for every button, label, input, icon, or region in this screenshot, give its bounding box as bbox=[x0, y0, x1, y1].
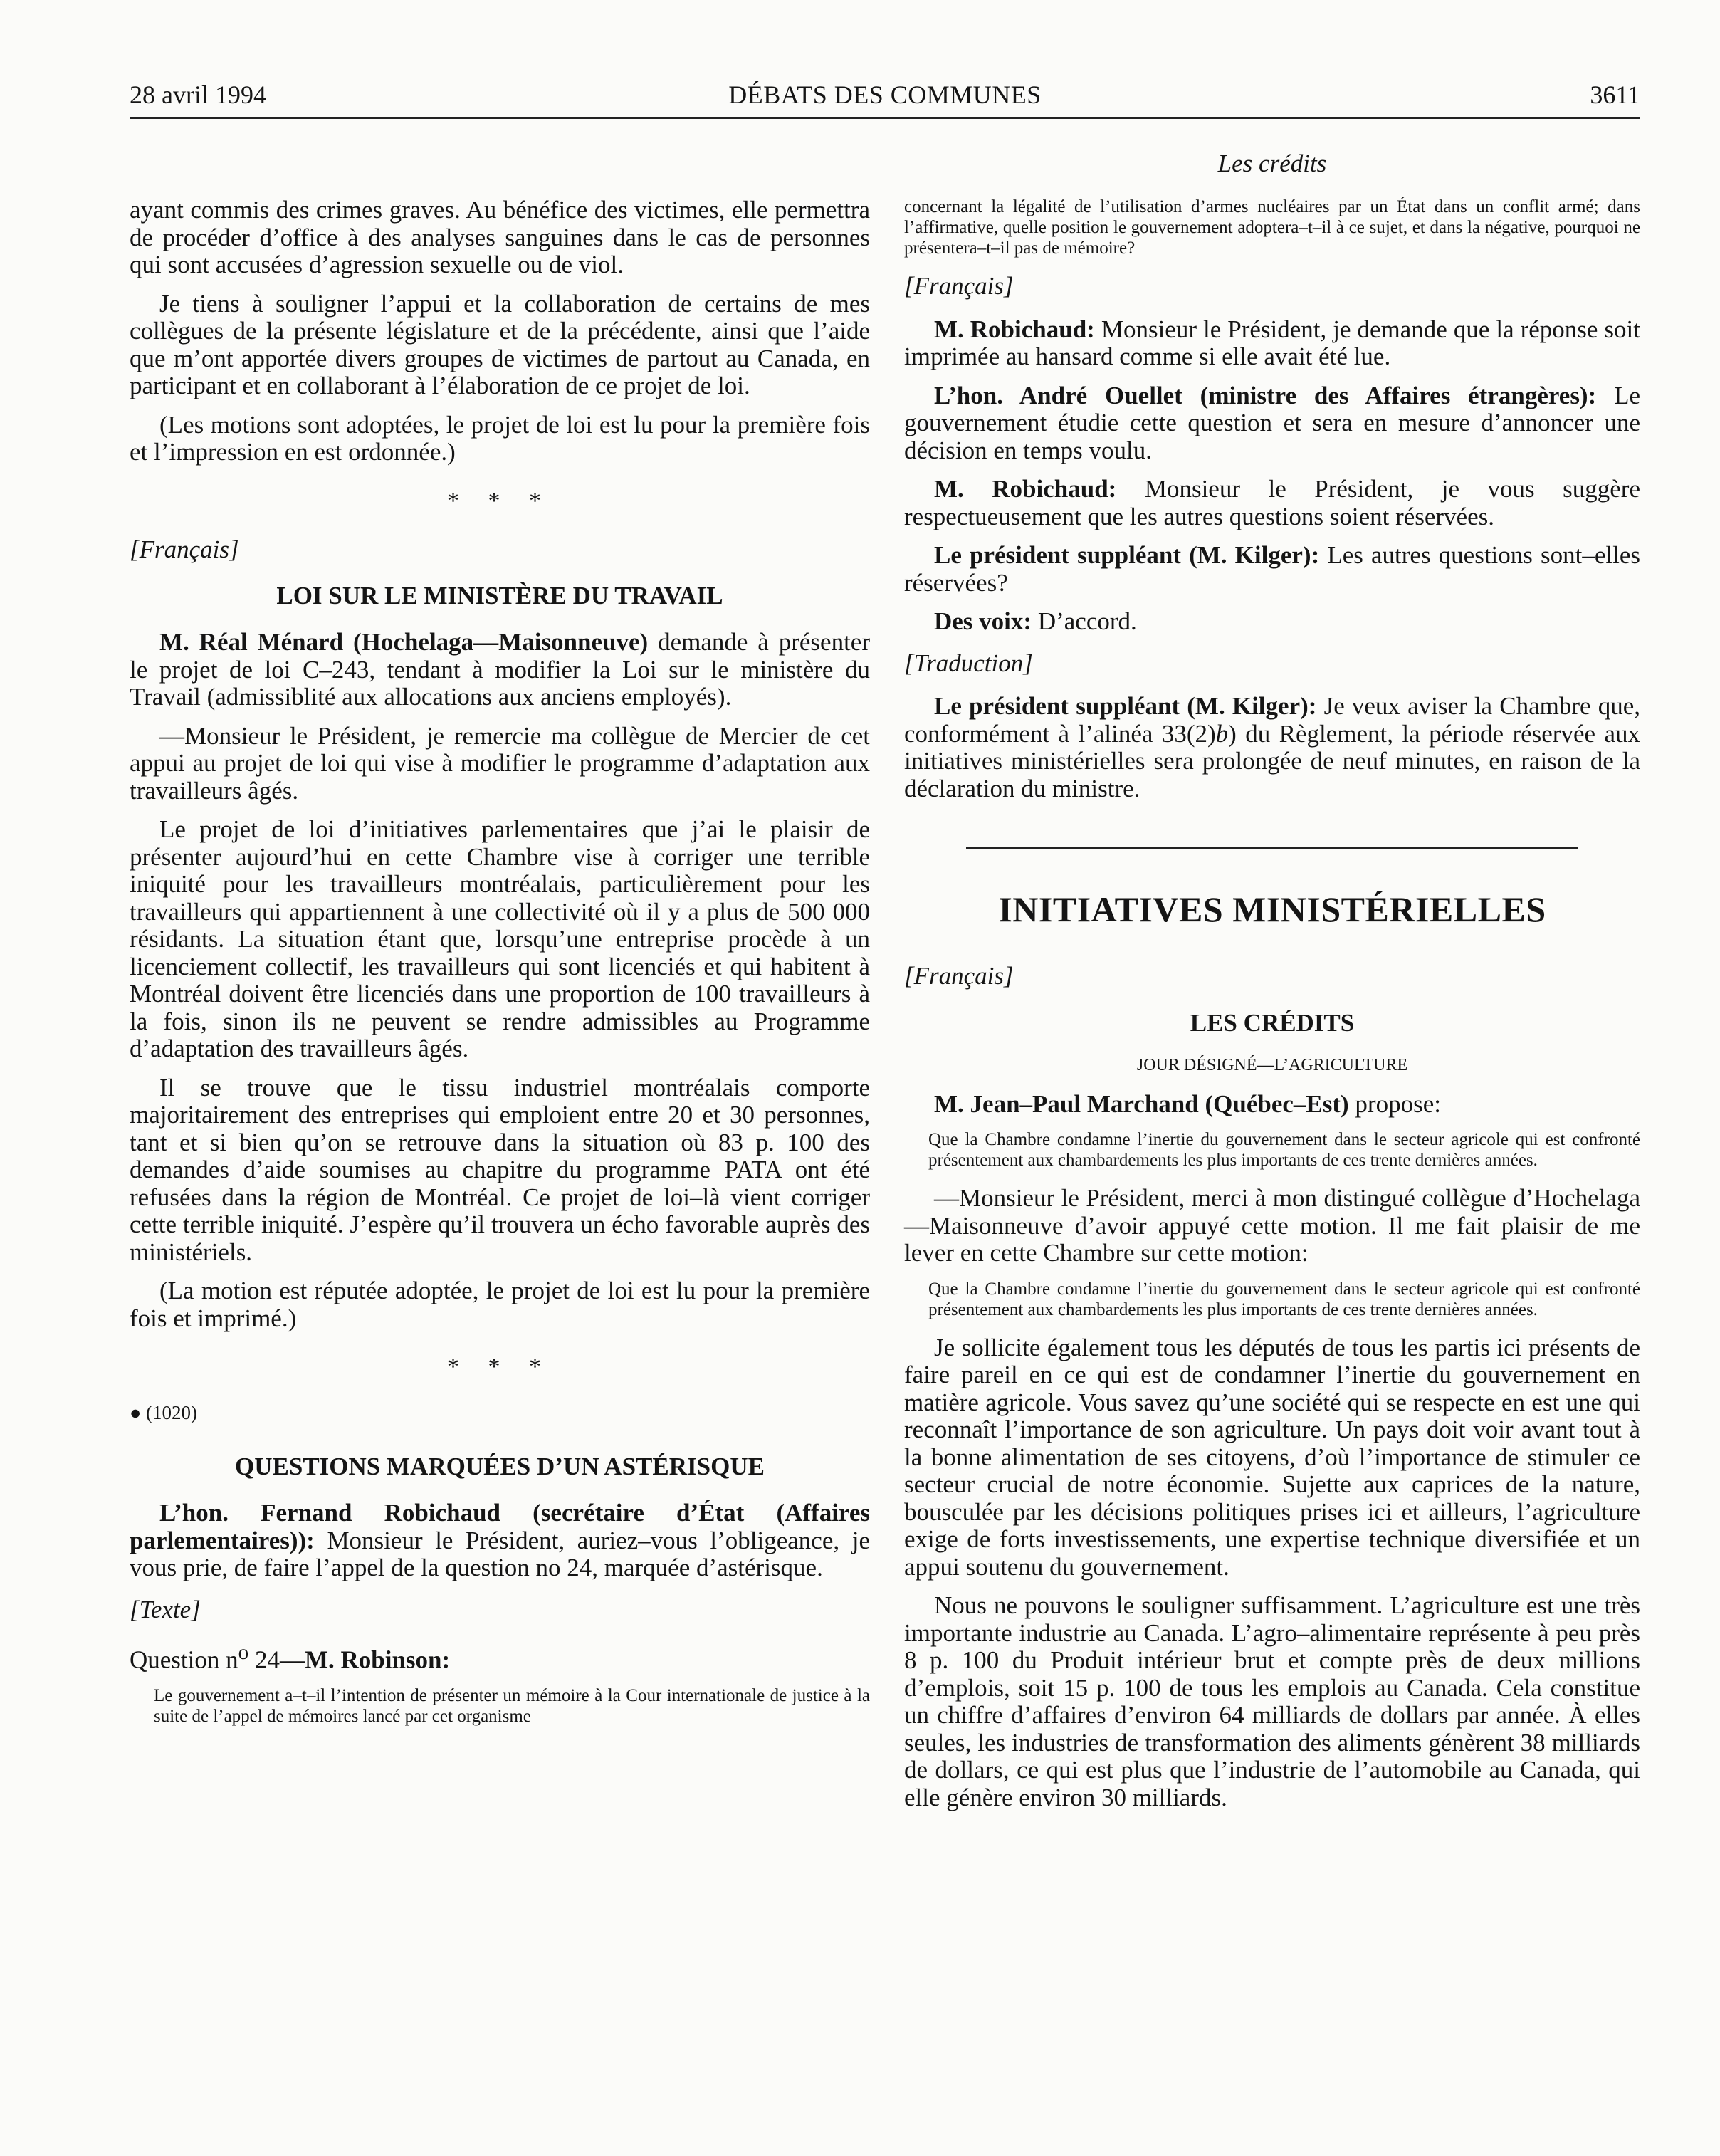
language-marker: [Français] bbox=[130, 535, 239, 563]
paragraph: M. Robichaud: Monsieur le Président, je vous suggère respectueusement que les autres questions soient réservées. bbox=[904, 475, 1640, 530]
paragraph: Nous ne pouvons le souligner suffisamment. L’agriculture est une très importante industrie au Canada. L’agro–alimentaire représente à peu près 8 p. 100 du Produit intérieur brut et compte près de deux millions d’emplois, soit 15 p. 100 de tous les emplois au Canada. Cela constitue un chiffre d’affaires d’environ 64 milliards de dollars par année. À elles seules, les industries de transformation des aliments génèrent 38 milliards de dollars, ce qui est plus que l’industrie de l’automobile au Canada, qui elle génère environ 30 milliards. bbox=[904, 1591, 1640, 1811]
paragraph: (Les motions sont adoptées, le projet de loi est lu pour la première fois et l’impression en est ordonnée.) bbox=[130, 410, 870, 466]
paragraph: (La motion est réputée adoptée, le projet de loi est lu pour la première fois et imprimé.) bbox=[130, 1277, 870, 1332]
speech-text: demande à présenter le projet de loi C–243, tendant à modifier la Loi sur le ministère du Travail (admissiblité aux allocations aux anciens employés). bbox=[130, 628, 870, 711]
language-marker: [Texte] bbox=[130, 1595, 201, 1623]
paragraph: Il se trouve que le tissu industriel montréalais comporte majoritairement des entreprises qui emploient entre 20 et 30 personnes, tant et si bien qu’on se retrouve dans la situation où 83 p. 100 des demandes d’aide soumises au chapitre du programme PATA ont été refusées dans la région de Montréal. Ce projet de loi–là vient corriger cette terrible iniquité. J’espère qu’il trouvera un écho favorable auprès des ministériels. bbox=[130, 1073, 870, 1266]
paragraph: Le président suppléant (M. Kilger): Les autres questions sont–elles réservées? bbox=[904, 541, 1640, 597]
section-label: Les crédits bbox=[1217, 150, 1327, 177]
paragraph bbox=[130, 629, 870, 711]
motion-text: Que la Chambre condamne l’inertie du gouvernement dans le secteur agricole qui est confronté présentement aux chambardements les plus importants de ces trente dernières années. bbox=[928, 1130, 1640, 1170]
timestamp: ● (1020) bbox=[130, 1402, 198, 1423]
question-text: Le gouvernement a–t–il l’intention de présenter un mémoire à la Cour internationale de justice à la suite de l’appel de mémoires lancé par cet organisme bbox=[154, 1686, 870, 1727]
question-line: Question $n^o$ 24—M. Robinson: bbox=[130, 1641, 451, 1674]
speaker-name: M. Réal Ménard (Hochelaga—Maisonneuve) bbox=[159, 628, 649, 656]
paragraph: Le projet de loi d’initiatives parlementaires que j’ai le plaisir de présenter aujourd’hui en cette Chambre vise à corriger une terrible iniquité pour les travailleurs montréalais, particulièrement pour les travailleurs qui appartiennent à une collectivité où il y a plus de 500 000 résidants. La situation étant que, lorsqu’une entreprise procède à un licenciement collectif, les travailleurs qui sont licenciés et qui habitent à Montréal doivent être licenciés dans une proportion de 100 travailleurs à la fois, sinon ils ne peuvent se rendre admissibles au Programme d’adaptation des travailleurs âgés. bbox=[130, 815, 870, 1062]
major-heading: INITIATIVES MINISTÉRIELLES bbox=[998, 889, 1546, 929]
paragraph: Je tiens à souligner l’appui et la collaboration de certains de mes collègues de la présente législature et de la précédente, ainsi que l’aide que m’ont apportée divers groupes de victimes de partout au Canada, en participant et en collaborant à l’élaboration de ce projet de loi. bbox=[130, 289, 870, 399]
section-divider bbox=[966, 847, 1578, 849]
language-marker: [Traduction] bbox=[904, 649, 1033, 677]
paragraph: ayant commis des crimes graves. Au bénéfice des victimes, elle permettra de procéder d’office à des analyses sanguines dans le cas de personnes qui sont accusées d’agression sexuelle ou de viol. bbox=[130, 196, 870, 278]
speaker-name: Le président suppléant (M. Kilger): bbox=[934, 541, 1320, 569]
speech-text: Monsieur le Président, auriez–vous l’obligeance, je vous prie, de faire l’appel de la question no 24, marquée d’astérisque. bbox=[130, 1526, 870, 1581]
speaker-name: Des voix: bbox=[934, 607, 1032, 635]
section-heading: LES CRÉDITS bbox=[1190, 1008, 1355, 1037]
header-title: DÉBATS DES COMMUNES bbox=[728, 80, 1042, 109]
header-page-number: 3611 bbox=[1590, 80, 1640, 109]
speaker-name: M. Jean–Paul Marchand (Québec–Est) bbox=[934, 1089, 1349, 1118]
motion-text: Que la Chambre condamne l’inertie du gouvernement dans le secteur agricole qui est confronté présentement aux chambardements les plus importants de ces trente dernières années. bbox=[928, 1279, 1640, 1319]
paragraph: L’hon. André Ouellet (ministre des Affaires étrangères): Le gouvernement étudie cette question et sera en mesure d’annoncer une décision en temps voulu. bbox=[904, 381, 1640, 464]
section-heading: QUESTIONS MARQUÉES D’UN ASTÉRISQUE bbox=[235, 1453, 765, 1480]
paragraph: Je sollicite également tous les députés de tous les partis ici présents de faire pareil en ce qui est de condamner l’inertie du gouvernement en matière agricole. Vous savez qu’une société qui se respecte en est une qui reconnaît l’importance de son agriculture. Un pays doit voir avant tout à la bonne alimentation de ses citoyens, d’où l’importance de stimuler ce secteur crucial de notre économie. Sujette aux caprices de la nature, bousculée par les décisions politiques prises ici et ailleurs, l’agriculture exige de forts investissements, une expertise technique diversifiée et un appui soutenu du gouvernement. bbox=[904, 1333, 1640, 1581]
speaker-name: M. Robinson: bbox=[304, 1645, 451, 1674]
question-text-continued: concernant la légalité de l’utilisation d’armes nucléaires par un État dans un conflit armé; dans l’affirmative, quelle position le gouvernement adoptera–t–il à ce sujet, et dans la négative, pourquoi ne présentera–t–il pas de mémoire? bbox=[904, 197, 1640, 258]
paragraph bbox=[130, 1500, 870, 1582]
left-column bbox=[130, 197, 870, 1741]
paragraph: —Monsieur le Président, je remercie ma collègue de Mercier de cet appui au projet de loi qui vise à modifier le programme d’adaptation aux travailleurs âgés. bbox=[130, 721, 870, 805]
subsection-heading: JOUR DÉSIGNÉ—L’AGRICULTURE bbox=[1136, 1055, 1408, 1074]
paragraph: Le président suppléant (M. Kilger): Je veux aviser la Chambre que, conformément à l’alinéa 33(2)b) du Règlement, la période réservée aux initiatives ministérielles sera prolongée de neuf minutes, en raison de la déclaration du ministre. bbox=[904, 692, 1640, 802]
speaker-name: L’hon. André Ouellet (ministre des Affaires étrangères): bbox=[934, 381, 1597, 409]
page-header bbox=[130, 77, 1640, 119]
speaker-name: L’hon. Fernand Robichaud (secrétaire d’État (Affaires parlementaires)): bbox=[130, 1499, 870, 1554]
speaker-name: Le président suppléant (M. Kilger): bbox=[934, 692, 1317, 720]
section-heading: LOI SUR LE MINISTÈRE DU TRAVAIL bbox=[276, 582, 723, 609]
section-separator: * * * bbox=[447, 1354, 552, 1380]
language-marker: [Français] bbox=[904, 272, 1014, 300]
header-date: 28 avril 1994 bbox=[130, 80, 266, 109]
speaker-name: M. Robichaud: bbox=[934, 315, 1095, 343]
section-separator: * * * bbox=[447, 487, 552, 514]
paragraph: M. Robichaud: Monsieur le Président, je demande que la réponse soit imprimée au hansard comme si elle avait été lue. bbox=[904, 315, 1641, 370]
right-column bbox=[904, 150, 1640, 1823]
paragraph: M. Jean–Paul Marchand (Québec–Est) propose: bbox=[934, 1089, 1441, 1118]
speaker-name: M. Robichaud: bbox=[934, 475, 1117, 503]
paragraph: —Monsieur le Président, merci à mon distingué collègue d’Hochelaga—Maisonneuve d’avoir appuyé cette motion. Il me fait plaisir de me lever en cette Chambre sur cette motion: bbox=[904, 1184, 1640, 1267]
language-marker: [Français] bbox=[904, 962, 1014, 990]
paragraph: Des voix: D’accord. bbox=[934, 607, 1137, 635]
